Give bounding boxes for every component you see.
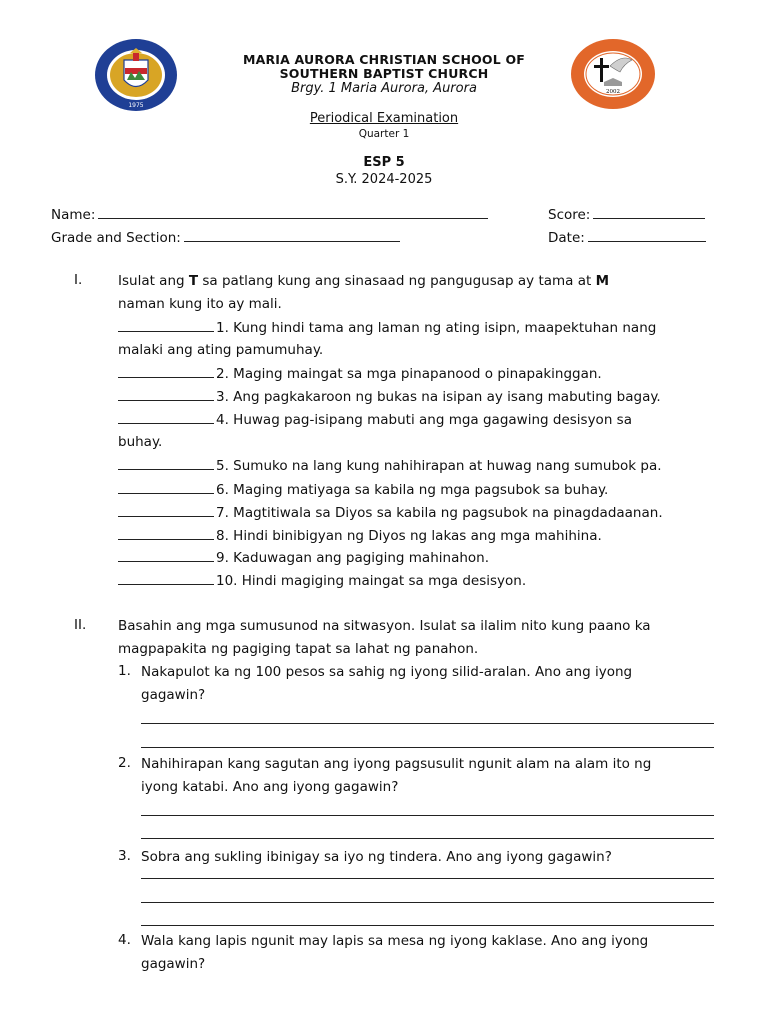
tf-item-text: 9. Kaduwagan ang pagiging mahinahon. (216, 550, 489, 566)
tf-item-text: 4. Huwag pag-isipang mabuti ang mga gagawing desisyon sa (216, 412, 632, 428)
date-field (548, 227, 706, 246)
answer-blank[interactable] (118, 526, 214, 540)
tf-item (118, 410, 632, 429)
answer-line[interactable] (141, 902, 714, 903)
tf-item (118, 364, 602, 383)
answer-blank[interactable] (118, 480, 214, 494)
answer-blank[interactable] (118, 410, 214, 424)
tf-item (118, 503, 663, 522)
exam-title: Periodical Examination (309, 111, 459, 126)
answer-line[interactable] (141, 815, 714, 816)
tf-item-text: 8. Hindi binibigyan ng Diyos ng lakas ang mga mahihina. (216, 528, 602, 544)
grade-section-blank[interactable] (184, 227, 400, 242)
question-text: Sobra ang sukling ibinigay sa iyo ng tindera. Ano ang iyong gagawin? (141, 849, 612, 865)
quarter-label: Quarter 1 (358, 128, 410, 140)
school-address: Brgy. 1 Maria Aurora, Aurora (291, 81, 477, 96)
answer-line[interactable] (141, 723, 714, 724)
part2-instruction-cont: magpapakita ng pagiging tapat sa lahat ng panahon. (118, 641, 479, 657)
date-label: Date: (548, 230, 585, 246)
subject-title: ESP 5 (363, 155, 405, 170)
part2-instruction: Basahin ang mga sumusunod na sitwasyon. Isulat sa ilalim nito kung paano ka (118, 618, 651, 634)
tf-item-cont: buhay. (118, 434, 163, 450)
question-text-cont: iyong katabi. Ano ang iyong gagawin? (141, 779, 399, 795)
question-text-cont: gagawin? (141, 956, 206, 972)
instr-text: sa patlang kung ang sinasaad ng pangugusap ay tama at (198, 273, 596, 289)
tf-item-text: 3. Ang pagkakaroon ng bukas na isipan ay isang mabuting bagay. (216, 389, 661, 405)
score-blank[interactable] (593, 204, 705, 219)
score-label: Score: (548, 207, 591, 223)
answer-line[interactable] (141, 747, 714, 748)
tf-item (118, 456, 662, 475)
christian-school-seal-logo (570, 38, 656, 110)
question-text: Wala kang lapis ngunit may lapis sa mesa ng iyong kaklase. Ano ang iyong (141, 933, 649, 949)
school-name-line1: MARIA AURORA CHRISTIAN SCHOOL OF (242, 52, 526, 67)
name-blank[interactable] (98, 204, 488, 219)
question-text-cont: gagawin? (141, 687, 206, 703)
question-number: 4. (118, 932, 131, 948)
answer-line[interactable] (141, 925, 714, 926)
date-blank[interactable] (588, 227, 706, 242)
tf-item-text: 10. Hindi magiging maingat sa mga desisyon. (216, 573, 527, 589)
tf-item (118, 480, 608, 499)
part1-numeral: I. (74, 272, 83, 288)
instr-true-letter: T (188, 273, 199, 289)
answer-blank[interactable] (118, 318, 214, 332)
answer-blank[interactable] (118, 456, 214, 470)
part2-numeral: II. (74, 617, 87, 633)
answer-blank[interactable] (118, 364, 214, 378)
tf-item (118, 548, 489, 567)
score-field (548, 204, 705, 223)
answer-line[interactable] (141, 878, 714, 879)
grade-section-field (51, 227, 400, 246)
question-number: 3. (118, 848, 131, 864)
answer-blank[interactable] (118, 548, 214, 562)
tf-item (118, 318, 656, 337)
tf-item-cont: malaki ang ating pamumuhay. (118, 342, 324, 358)
grade-section-label: Grade and Section: (51, 230, 181, 246)
tf-item-text: 1. Kung hindi tama ang laman ng ating isipn, maapektuhan nang (216, 320, 657, 336)
question-number: 1. (118, 663, 131, 679)
seal-year: 2002 (606, 89, 620, 95)
name-field (51, 204, 488, 223)
seal-year: 1975 (128, 102, 144, 109)
tf-item-text: 5. Sumuko na lang kung nahihirapan at huwag nang sumubok pa. (216, 458, 662, 474)
tf-item (118, 526, 602, 545)
question-text: Nakapulot ka ng 100 pesos sa sahig ng iyong silid-aralan. Ano ang iyong (141, 664, 633, 680)
answer-blank[interactable] (118, 387, 214, 401)
school-year: S.Y. 2024-2025 (335, 172, 433, 187)
tf-item-text: 6. Maging matiyaga sa kabila ng mga pagsubok sa buhay. (216, 482, 609, 498)
schools-division-seal-logo (94, 38, 178, 112)
part1-instruction-cont: naman kung ito ay mali. (118, 296, 282, 312)
answer-line[interactable] (141, 838, 714, 839)
answer-blank[interactable] (118, 571, 214, 585)
instr-false-letter: M (595, 273, 610, 289)
question-number: 2. (118, 755, 131, 771)
tf-item (118, 387, 661, 406)
instr-text: Isulat ang (118, 273, 189, 289)
name-label: Name: (51, 207, 96, 223)
tf-item (118, 571, 526, 590)
part1-instruction (118, 272, 609, 290)
answer-blank[interactable] (118, 503, 214, 517)
school-name (200, 53, 568, 81)
question-text: Nahihirapan kang sagutan ang iyong pagsusulit ngunit alam na alam ito ng (141, 756, 652, 772)
tf-item-text: 7. Magtitiwala sa Diyos sa kabila ng pagsubok na pinagdadaanan. (216, 505, 663, 521)
school-name-line2: SOUTHERN BAPTIST CHURCH (279, 66, 489, 81)
tf-item-text: 2. Maging maingat sa mga pinapanood o pinapakinggan. (216, 366, 602, 382)
